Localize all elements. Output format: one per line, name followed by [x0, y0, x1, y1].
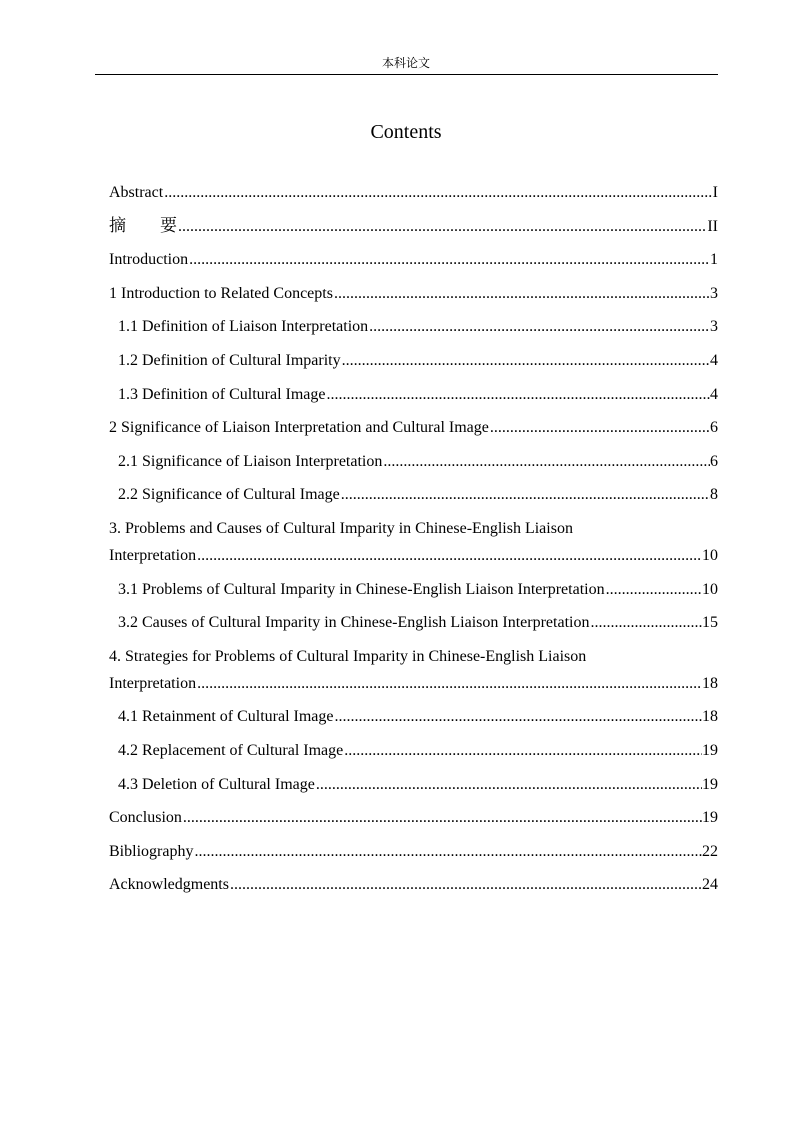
- toc-line: [109, 213, 718, 240]
- dot-leader: [188, 246, 710, 273]
- toc-line: [118, 609, 718, 636]
- dot-leader: [196, 542, 702, 569]
- dot-leader: [605, 576, 702, 603]
- toc-entry-title: 摘 要: [109, 215, 177, 236]
- toc-entry-title: 1.2 Definition of Cultural Imparity: [118, 351, 341, 369]
- running-header: 本科论文: [381, 56, 430, 70]
- toc-entry-title: 1.3 Definition of Cultural Image: [118, 385, 326, 403]
- toc-entry-title: Interpretation: [109, 546, 197, 564]
- toc-line: [118, 771, 718, 798]
- toc-entry-title: Acknowledgments: [109, 876, 229, 894]
- dot-leader: [193, 838, 702, 865]
- dot-leader: [343, 737, 702, 764]
- toc-entry[interactable]: [109, 703, 718, 730]
- toc-line: [109, 542, 718, 569]
- toc-entry-title: 3.1 Problems of Cultural Imparity in Chinese-English Liaison Interpretation: [118, 580, 605, 598]
- header-rule: [95, 74, 718, 75]
- toc-line: [109, 670, 718, 697]
- toc-entry-title: 4.1 Retainment of Cultural Image: [118, 708, 334, 726]
- toc-line: [109, 838, 718, 865]
- toc-line: [118, 576, 718, 603]
- dot-leader: [589, 609, 702, 636]
- toc-entry[interactable]: [109, 381, 718, 408]
- toc-line: [109, 414, 718, 441]
- toc-entry[interactable]: [109, 179, 718, 206]
- dot-leader: [326, 381, 710, 408]
- dot-leader: [163, 179, 712, 206]
- toc-entry[interactable]: [109, 737, 718, 764]
- toc-line: [118, 381, 718, 408]
- dot-leader: [489, 414, 710, 441]
- dot-leader: [340, 481, 710, 508]
- toc-entry-title: 1 Introduction to Related Concepts: [109, 284, 333, 302]
- toc-entry-title: Abstract: [109, 184, 164, 201]
- dot-leader: [333, 280, 710, 307]
- toc-entry-title: 1.1 Definition of Liaison Interpretation: [118, 318, 369, 336]
- toc-page-number: 8: [710, 486, 718, 504]
- toc-line: [109, 871, 718, 898]
- dot-leader: [177, 213, 707, 240]
- toc-line: [118, 448, 718, 475]
- toc-page-number: II: [707, 217, 718, 235]
- dot-leader: [341, 347, 710, 374]
- dot-leader: [382, 448, 710, 475]
- table-of-contents: [109, 179, 718, 905]
- toc-line: [109, 643, 718, 670]
- toc-entry-title: 4.3 Deletion of Cultural Image: [118, 775, 315, 793]
- toc-entry[interactable]: [109, 246, 718, 273]
- toc-entry-title: Interpretation: [109, 674, 197, 692]
- toc-page-number: 10: [702, 546, 718, 564]
- toc-page-number: 6: [710, 452, 718, 470]
- toc-line: [118, 313, 718, 340]
- toc-entry-title: Introduction: [109, 251, 189, 269]
- toc-page-number: 10: [702, 580, 718, 598]
- toc-page-number: 19: [702, 775, 718, 793]
- dot-leader: [368, 313, 710, 340]
- toc-line: [109, 280, 718, 307]
- toc-line: [118, 703, 718, 730]
- toc-page-number: 22: [702, 842, 718, 860]
- toc-entry-title: 3.2 Causes of Cultural Imparity in Chinese-English Liaison Interpretation: [118, 614, 590, 632]
- toc-entry[interactable]: [109, 481, 718, 508]
- toc-page-number: 18: [702, 708, 718, 726]
- toc-page-number: 19: [702, 809, 718, 827]
- toc-line: [118, 737, 718, 764]
- dot-leader: [315, 771, 702, 798]
- toc-line: [118, 481, 718, 508]
- toc-page-number: 18: [702, 674, 718, 692]
- toc-page-number: 4: [710, 351, 718, 369]
- toc-line: [109, 804, 718, 831]
- toc-entry-title: 4. Strategies for Problems of Cultural Imparity in Chinese-English Liaison: [109, 647, 587, 665]
- toc-entry-title: 2 Significance of Liaison Interpretation and Cultural Image: [109, 419, 489, 437]
- page-title: Contents: [370, 121, 442, 143]
- toc-entry[interactable]: [109, 771, 718, 798]
- toc-entry[interactable]: [109, 609, 718, 636]
- toc-entry-title: 3. Problems and Causes of Cultural Imparity in Chinese-English Liaison: [109, 519, 573, 537]
- toc-entry-title: Bibliography: [109, 842, 194, 860]
- dot-leader: [196, 670, 702, 697]
- toc-entry[interactable]: [109, 838, 718, 865]
- dot-leader: [182, 804, 702, 831]
- toc-page-number: 4: [710, 385, 718, 403]
- toc-line: [109, 179, 718, 206]
- toc-entry[interactable]: [109, 280, 718, 307]
- toc-entry[interactable]: [109, 313, 718, 340]
- toc-entry[interactable]: [109, 448, 718, 475]
- dot-leader: [334, 703, 703, 730]
- toc-entry[interactable]: [109, 643, 718, 697]
- toc-entry-title: 4.2 Replacement of Cultural Image: [118, 741, 344, 759]
- toc-entry[interactable]: [109, 347, 718, 374]
- toc-entry-title: Conclusion: [109, 809, 182, 827]
- toc-page-number: I: [712, 184, 718, 201]
- toc-line: [109, 246, 718, 273]
- toc-page-number: 15: [702, 614, 718, 632]
- toc-page-number: 24: [702, 876, 718, 894]
- toc-line: [118, 347, 718, 374]
- toc-line: [109, 515, 718, 542]
- toc-entry[interactable]: [109, 515, 718, 569]
- toc-page-number: 1: [710, 251, 718, 269]
- toc-entry-title: 2.1 Significance of Liaison Interpretation: [118, 452, 383, 470]
- toc-entry-title: 2.2 Significance of Cultural Image: [118, 486, 340, 504]
- toc-page-number: 3: [710, 318, 718, 336]
- toc-entry[interactable]: [109, 871, 718, 898]
- toc-page-number: 3: [710, 284, 718, 302]
- toc-page-number: 19: [702, 741, 718, 759]
- toc-entry[interactable]: [109, 414, 718, 441]
- toc-entry[interactable]: [109, 576, 718, 603]
- dot-leader: [229, 871, 702, 898]
- toc-page-number: 6: [710, 419, 718, 437]
- toc-entry[interactable]: [109, 213, 718, 240]
- toc-entry[interactable]: [109, 804, 718, 831]
